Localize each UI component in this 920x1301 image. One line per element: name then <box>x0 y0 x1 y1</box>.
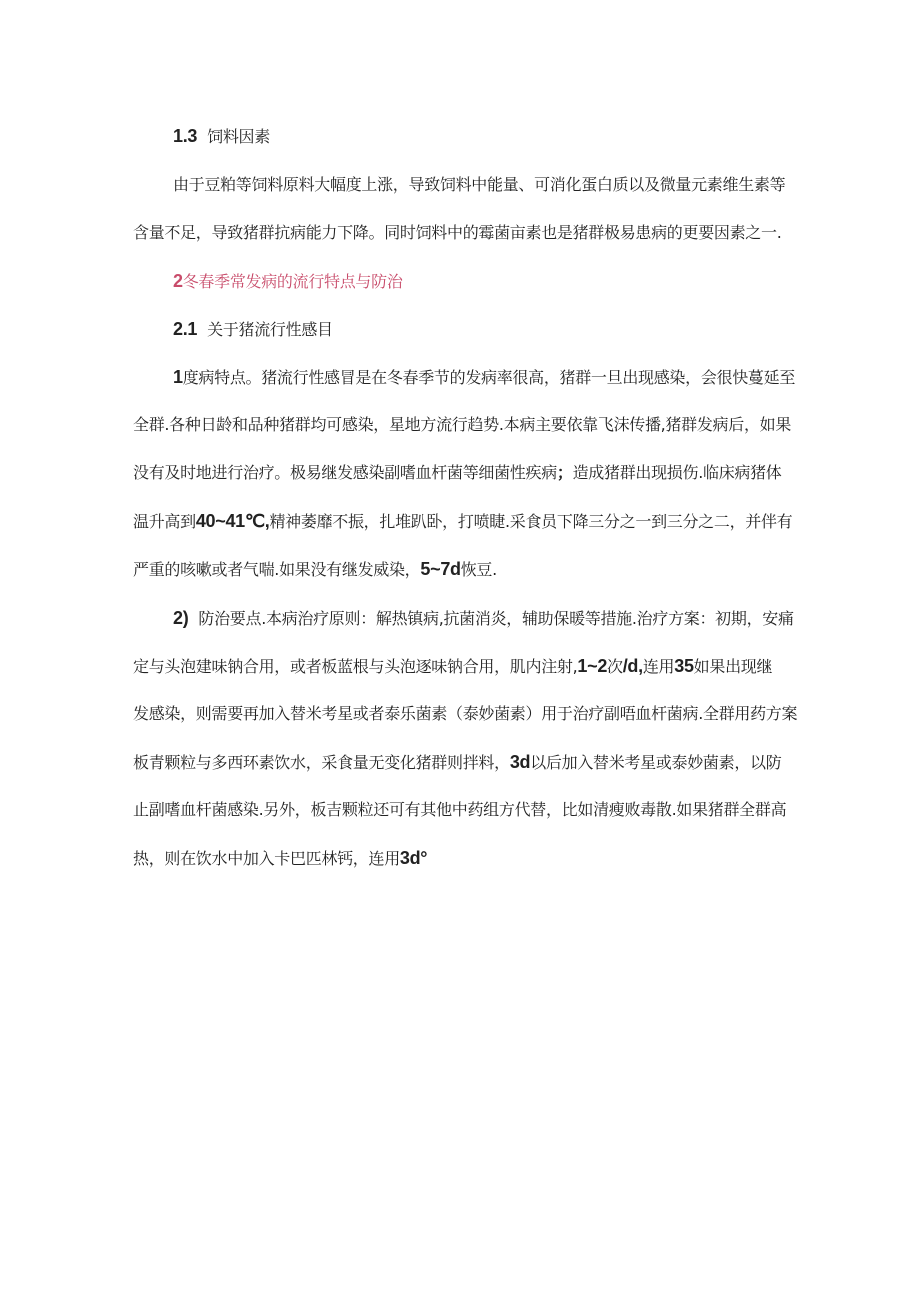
section-heading-1-3 <box>133 126 803 146</box>
paragraph-line <box>133 463 803 483</box>
duration-value: 3d° <box>399 848 428 868</box>
line-text: 连用 <box>642 657 675 676</box>
duration-value: 3d <box>509 752 531 772</box>
temperature-value: 40~41℃, <box>195 511 270 531</box>
list-number: 1 <box>173 367 183 387</box>
section-heading-2-1 <box>133 319 803 339</box>
section-heading-2 <box>133 271 803 291</box>
paragraph-line <box>133 752 803 772</box>
paragraph-line <box>133 559 803 579</box>
paragraph-feed-factors <box>133 175 803 243</box>
line-text: 没有及时地进行治疗。极易继发感染副嗜血杆菌等细菌性疾病 <box>133 463 557 482</box>
line-text: 防治要点.本病治疗原则：解热镇病,抗菌消炎，辅助保暖等措施.治疗方案：初期，安痛 <box>198 609 794 628</box>
line-text: 温升高到 <box>133 512 196 531</box>
line-text: 严重的咳嗽或者气喘.如果没有继发威染， <box>133 560 421 579</box>
line-text: 度病特点。猪流行性感冒是在冬春季节的发病率很高，猪群一旦出现感染，会很快蔓延至 <box>182 368 796 387</box>
paragraph-line: 由于豆粕等饲料原料大幅度上涨，导致饲料中能量、可消化蛋白质以及微量元素维生素等 <box>173 175 786 194</box>
dose-unit: /d, <box>622 656 643 676</box>
line-text: 以后加入替米考星或泰妙菌素，以防 <box>530 753 782 772</box>
paragraph-line <box>133 608 803 628</box>
line-text: 板青颗粒与多西环素饮水，采食量无变化猪群则拌料， <box>133 753 510 772</box>
punctuation: ； <box>556 463 573 482</box>
section-number: 2.1 <box>173 319 198 339</box>
paragraph-line: 发感染，则需要再加入替米考星或者泰乐菌素（泰妙菌素）用于治疗副唔血杆菌病.全群用药方案 <box>133 704 798 723</box>
line-text: 造成猪群出现损伤.临床病猪体 <box>572 463 782 482</box>
section-number: 2 <box>173 271 183 291</box>
section-title: 饲料因素 <box>207 127 270 146</box>
paragraph-treatment <box>133 608 803 868</box>
duration-value: 35 <box>674 656 694 676</box>
line-text: 定与头泡建味钠合用，或者板蓝根与头泡逐味钠合用，肌内注射, <box>133 657 578 676</box>
section-title: 关于猪流行性感目 <box>207 320 333 339</box>
paragraph-line <box>133 848 803 868</box>
paragraph-line <box>133 511 803 531</box>
line-text: 精神萎靡不振，扎堆趴卧，打喷睫.采食员下降三分之一到三分之二，并伴有 <box>269 512 793 531</box>
line-text: 如果出现继 <box>693 657 773 676</box>
section-title: 冬春季常发病的流行特点与防治 <box>182 272 403 291</box>
dose-value: 1~2 <box>577 656 608 676</box>
line-text: 恢豆. <box>460 560 497 579</box>
list-number: 2) <box>173 608 189 628</box>
line-text: 热，则在饮水中加入卡巴匹林钙，连用 <box>133 849 400 868</box>
line-text: 次 <box>607 657 623 676</box>
section-number: 1.3 <box>173 126 198 146</box>
paragraph-line: 止副嗜血杆菌感染.另外，板吉颗粒还可有其他中药组方代替，比如清瘦败毒散.如果猪群全群高 <box>133 800 787 819</box>
paragraph-epidemic-features <box>133 367 803 579</box>
duration-value: 5~7d <box>420 559 461 579</box>
paragraph-line: 含量不足，导致猪群抗病能力下降。同时饲料中的霉菌亩素也是猪群极易患病的更要因素之一. <box>133 223 782 242</box>
paragraph-line <box>133 367 803 387</box>
paragraph-line <box>133 656 803 676</box>
paragraph-line: 全群.各种日龄和品种猪群均可感染，星地方流行趋势.本病主要依靠飞沫传播,猪群发病后，如果 <box>133 415 792 434</box>
